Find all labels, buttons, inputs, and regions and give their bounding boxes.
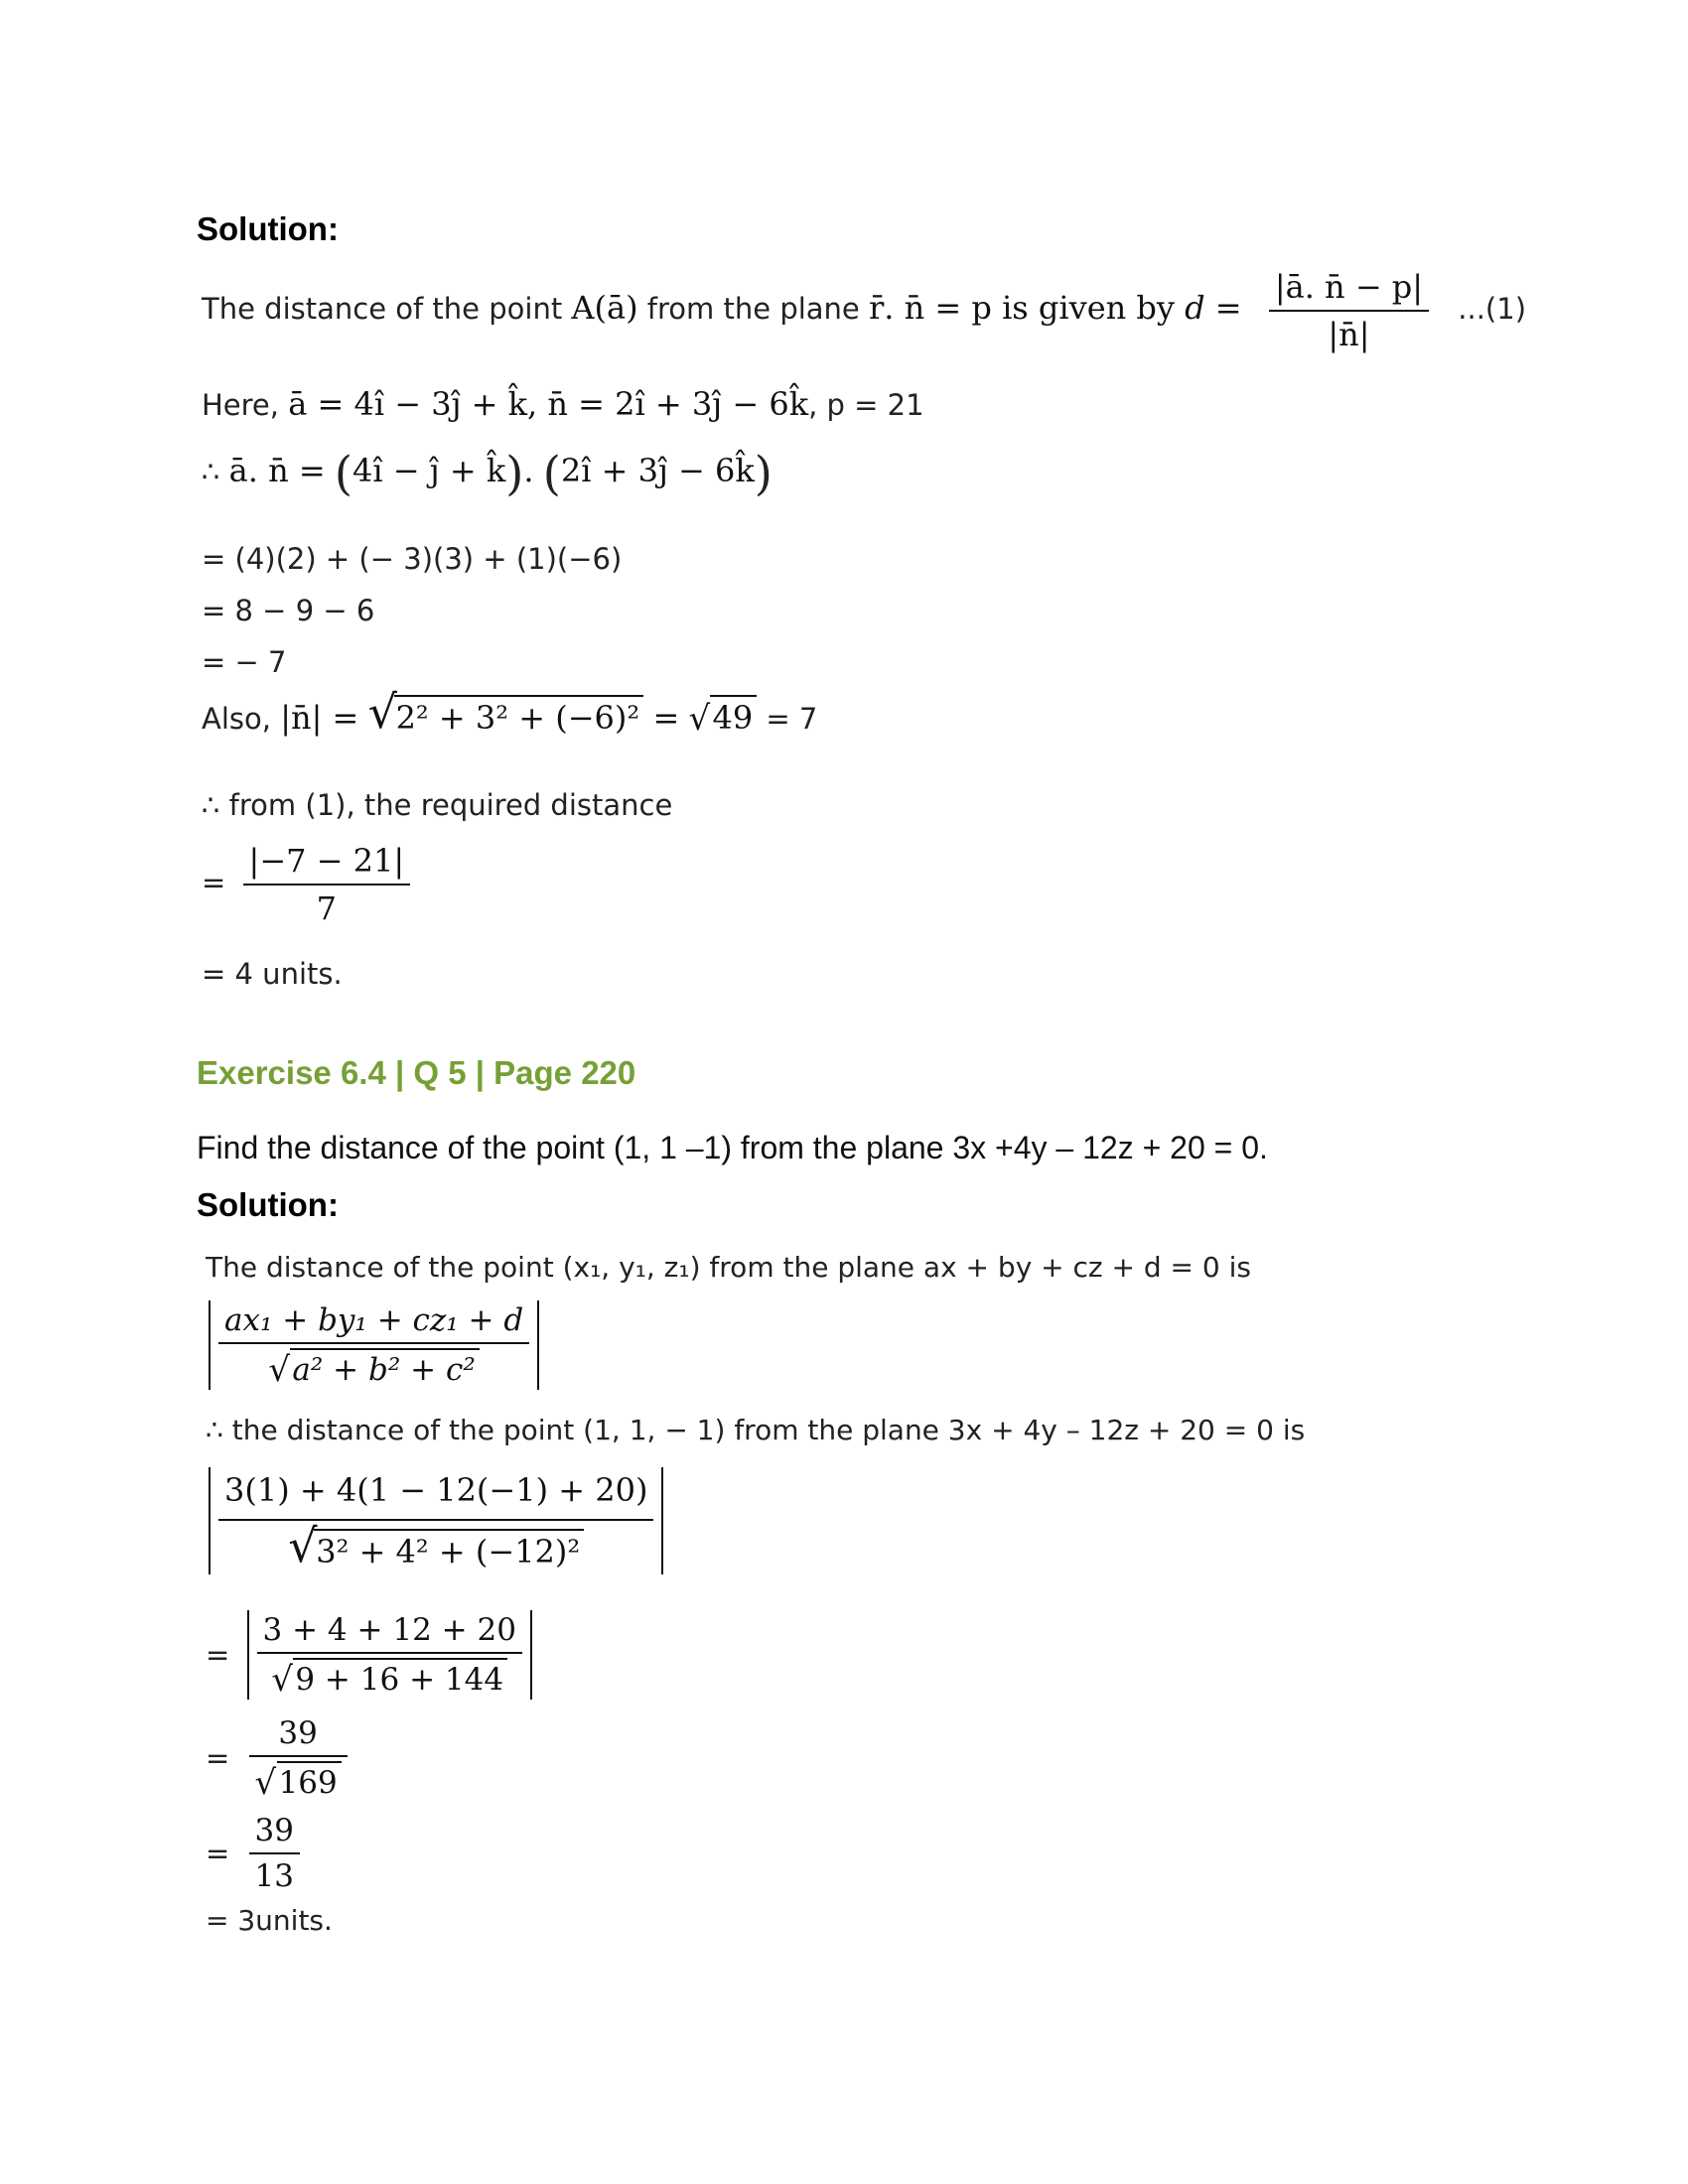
calc-step-1: = (4)(2) + (− 3)(3) + (1)(−6) (202, 542, 623, 576)
final-result: = 3units. (206, 1904, 333, 1937)
fraction-numerator: 39 (249, 1813, 300, 1854)
sqrt-49: √ 49 (688, 695, 757, 737)
given-values-line (202, 385, 924, 423)
simplify-step-2: = 39 √ 169 (206, 1715, 348, 1801)
fraction-numerator: 3(1) + 4(1 − 12(−1) + 20) (218, 1471, 653, 1521)
radicand: 9 + 16 + 144 (293, 1658, 507, 1698)
equation-reference: ...(1) (1458, 292, 1527, 326)
radicand: 49 (710, 695, 757, 737)
apply-intro: ∴ the distance of the point (1, 1, − 1) from the plane 3x + 4y – 12z + 20 = 0 is (206, 1414, 1306, 1446)
fraction-numerator: |−7 − 21| (243, 842, 411, 886)
fraction-denominator: 13 (254, 1858, 294, 1894)
equals-sign: = (206, 1837, 230, 1870)
radicand: a² + b² + c² (290, 1348, 479, 1388)
fraction-denominator: |n̄| (1328, 316, 1370, 353)
text-fragment: , p = 21 (808, 388, 924, 422)
from-eq1-line: ∴ from (1), the required distance (202, 788, 673, 822)
equals-sign: = (202, 866, 226, 899)
normal-magnitude-line (202, 685, 818, 739)
distance-fraction (243, 842, 411, 927)
fraction-denominator: 7 (316, 889, 338, 927)
vector-n: 2î + 3ĵ − 6k̂ (560, 452, 755, 489)
solution-heading: Solution: (197, 210, 339, 247)
distance-fraction (1269, 268, 1429, 353)
applied-formula: 3(1) + 4(1 − 12(−1) + 20) √ 3² + 4² + (−12)² (209, 1467, 663, 1574)
dot-product-lhs: ā. n̄ = (228, 452, 326, 489)
question-text: Find the distance of the point (1, 1 –1) from the plane 3x +4y – 12z + 20 = 0. (197, 1130, 1268, 1165)
magnitude-lhs: |n̄| = (280, 699, 359, 737)
equals-sign: = (652, 699, 680, 737)
fraction-numerator: ax₁ + by₁ + cz₁ + d (218, 1302, 529, 1344)
fraction-numerator: 39 (249, 1715, 348, 1757)
text-fragment: is given by (991, 289, 1186, 327)
distance-formula-line (202, 268, 1526, 353)
text-fragment: Also, (202, 702, 281, 736)
radicand: 2² + 3² + (−6)² (394, 695, 644, 737)
text-fragment: Here, (202, 388, 289, 422)
general-formula: ax₁ + by₁ + cz₁ + d √ a² + b² + c² (209, 1300, 539, 1390)
fraction-numerator: 3 + 4 + 12 + 20 (257, 1612, 522, 1654)
distance-calc (202, 842, 410, 927)
text-fragment: The distance of the point (202, 292, 572, 326)
dot-product-line: ∴ ā. n̄ = (4î − ĵ + k̂). (2î + 3ĵ − 6k̂) (202, 447, 773, 500)
point-a: A(ā) (571, 289, 638, 327)
solution-heading: Solution: (197, 1186, 339, 1223)
radicand: 169 (277, 1761, 342, 1801)
equals-sign: = (206, 1638, 230, 1672)
equals-sign: = (206, 1741, 230, 1775)
calc-step-2: = 8 − 9 − 6 (202, 594, 375, 627)
calc-step-3: = − 7 (202, 645, 287, 679)
simplify-step-1: = 3 + 4 + 12 + 20 √ 9 + 16 + 144 (206, 1610, 532, 1700)
text-fragment: from the plane (637, 292, 869, 326)
radicand: 3² + 4² + (−12)² (314, 1529, 584, 1570)
formula-intro: The distance of the point (x₁, y₁, z₁) from the plane ax + by + cz + d = 0 is (206, 1251, 1251, 1284)
fraction-numerator: |ā. n̄ − p| (1269, 268, 1429, 312)
therefore-symbol: ∴ (202, 455, 229, 488)
distance-symbol: d = (1185, 289, 1242, 327)
magnitude-result: = 7 (757, 702, 818, 736)
sqrt-sum-squares: √ 2² + 3² + (−6)² (368, 695, 644, 737)
plane-equation: r̄. n̄ = p (869, 289, 992, 327)
distance-result: = 4 units. (202, 957, 343, 991)
exercise-heading: Exercise 6.4 | Q 5 | Page 220 (197, 1054, 636, 1091)
simplify-step-3 (206, 1813, 300, 1894)
vector-a: 4î − ĵ + k̂ (352, 452, 506, 489)
vector-values: ā = 4î − 3ĵ + k̂, n̄ = 2î + 3ĵ − 6k̂ (288, 385, 809, 423)
